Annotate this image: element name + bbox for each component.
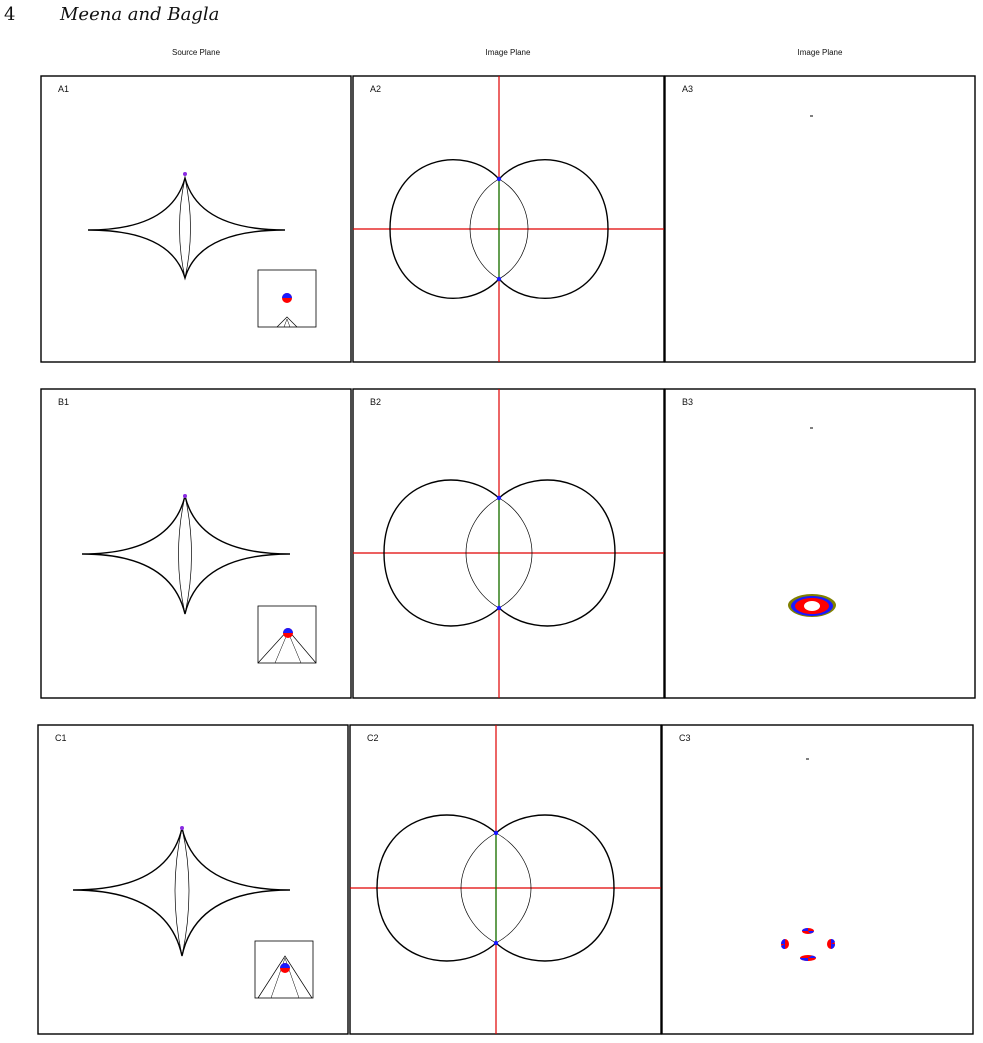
panel-label: B3 (682, 397, 694, 407)
panel-frame (353, 76, 664, 362)
caustic-astroid (88, 178, 285, 278)
cusp-marker-bottom (497, 277, 501, 281)
panel-frame (350, 725, 661, 1034)
panel-label: A3 (682, 84, 694, 94)
cusp-marker-top (494, 831, 498, 835)
panel-label: B1 (58, 397, 70, 407)
panel-b3 (665, 389, 975, 698)
inner-caustic (180, 178, 191, 278)
lensed-image-top (802, 928, 814, 934)
panel-b1 (41, 389, 351, 698)
cusp-marker-top (497, 177, 501, 181)
panel-frame (665, 76, 975, 362)
source-disc (280, 963, 290, 973)
cusp-marker-top (497, 496, 501, 500)
source-marker (183, 494, 187, 498)
panel-frame (665, 389, 975, 698)
lensed-image-right (827, 939, 835, 949)
column-title-source-plane: Source Plane (171, 48, 221, 57)
einstein-ring-image (788, 594, 836, 617)
source-disc (283, 628, 293, 638)
inner-caustic (179, 496, 192, 614)
panel-c3 (662, 725, 973, 1034)
lensed-image-bottom (800, 955, 816, 961)
column-title-image-plane-2: Image Plane (797, 48, 843, 57)
panel-a3 (665, 76, 975, 362)
page-number: 4 (4, 4, 16, 25)
panel-b2 (353, 389, 664, 698)
lensed-image-left (781, 939, 789, 949)
panel-label: A1 (58, 84, 70, 94)
panel-a2 (353, 76, 664, 362)
column-title-image-plane-1: Image Plane (485, 48, 531, 57)
source-marker (180, 826, 184, 830)
panel-frame (662, 725, 973, 1034)
running-head-authors: Meena and Bagla (60, 4, 220, 25)
caustic-astroid (82, 496, 290, 614)
panel-label: C2 (367, 733, 379, 743)
source-disc (282, 293, 292, 303)
source-marker (183, 172, 187, 176)
inner-caustic (175, 828, 189, 956)
panel-label: C3 (679, 733, 691, 743)
panel-c1 (38, 725, 348, 1034)
cusp-marker-bottom (497, 606, 501, 610)
panel-frame (353, 389, 664, 698)
caustic-astroid (73, 828, 290, 956)
panel-label: C1 (55, 733, 67, 743)
panel-label: B2 (370, 397, 382, 407)
panel-a1 (41, 76, 351, 362)
cusp-marker-bottom (494, 941, 498, 945)
panel-c2 (350, 725, 661, 1034)
panel-label: A2 (370, 84, 382, 94)
